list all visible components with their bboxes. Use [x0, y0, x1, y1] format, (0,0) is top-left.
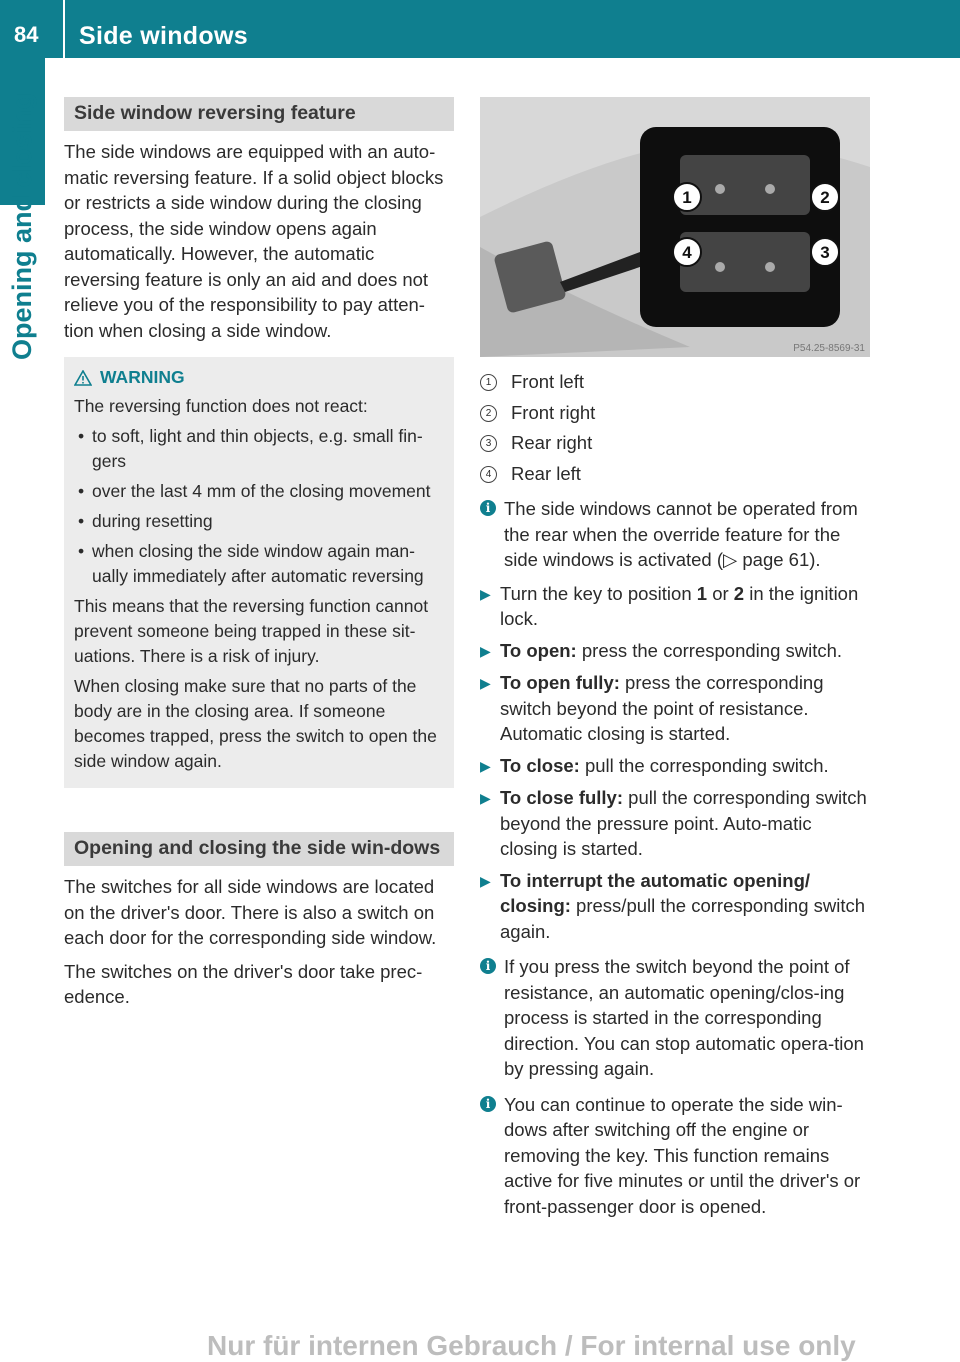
legend-label: Rear right — [511, 432, 593, 453]
step-text: To close fully: pull the corresponding switch beyond the pressure point. Auto-matic closing is started. — [500, 787, 867, 859]
info-note — [480, 954, 870, 1082]
switches-paragraph: The switches for all side windows are located on the driver's door. There is also a switch on each door for the corresponding side window. — [64, 876, 437, 948]
footer-watermark: Nur für internen Gebrauch / For internal use only — [207, 1330, 856, 1361]
callout-4: 4 — [682, 243, 692, 262]
warning-bullet: • during resetting — [74, 509, 444, 534]
instruction-step — [480, 638, 870, 665]
instruction-step — [480, 753, 870, 780]
warning-bullet: • over the last 4 mm of the closing movement — [74, 479, 444, 504]
step-text: To open: press the corresponding switch. — [500, 639, 843, 661]
page-number: 84 — [14, 22, 39, 47]
info-icon: i — [480, 1096, 496, 1112]
legend-label: Front right — [511, 401, 596, 423]
legend-item — [480, 430, 870, 456]
callout-2: 2 — [820, 188, 830, 207]
info-text: The side windows cannot be operated from the rear when the override feature for the side windows is activated (▷ page 61). — [504, 498, 858, 570]
info-icon: i — [480, 958, 496, 974]
precedence-paragraph: The switches on the driver's door take prec-edence. — [64, 960, 423, 1007]
window-switch-photo — [480, 97, 870, 357]
warning-bullet-list — [74, 424, 444, 589]
warning-intro: The reversing function does not react: — [74, 396, 368, 416]
legend-number-icon: 1 — [480, 374, 497, 391]
step-text: To interrupt the automatic opening/ closing: press/pull the corresponding switch again. — [500, 869, 866, 942]
chapter-label: Opening and closing — [7, 92, 37, 360]
step-text: To close: pull the corresponding switch. — [500, 754, 829, 776]
step-text: Turn the key to position 1 or 2 in the ignition lock. — [500, 582, 859, 629]
info-note — [480, 1092, 870, 1220]
arrow-icon: ▶ — [480, 790, 491, 806]
section-heading-reversing: Side window reversing feature — [64, 97, 454, 131]
legend-number-icon: 3 — [480, 435, 497, 452]
left-column — [64, 97, 454, 1018]
legend-label: Rear left — [511, 462, 581, 484]
section-heading-opening-closing: Opening and closing the side win-dows — [64, 832, 454, 866]
callout-3: 3 — [820, 243, 830, 262]
arrow-icon: ▶ — [480, 585, 491, 602]
legend-item — [480, 369, 870, 395]
legend-number-icon: 4 — [480, 466, 497, 483]
header-divider — [63, 0, 65, 58]
page-title: Side windows — [79, 22, 248, 50]
legend-number-icon: 2 — [480, 405, 497, 422]
callout-1: 1 — [682, 188, 692, 207]
step-text: To open fully: press the corresponding switch beyond the point of resistance. Automatic closing is started. — [500, 672, 824, 744]
legend-label: Front left — [511, 371, 584, 392]
info-note — [480, 496, 870, 573]
warning-triangle-icon — [74, 370, 92, 386]
warning-bullet: • when closing the side window again man-ually immediately after automatic reversing — [74, 539, 444, 589]
arrow-icon: ▶ — [480, 675, 491, 691]
legend-item — [480, 400, 870, 426]
arrow-icon: ▶ — [480, 872, 491, 889]
page-header — [0, 0, 960, 58]
reversing-paragraph: The side windows are equipped with an auto-matic reversing feature. If a solid object blocks or restricts a side window during the closing process, the side window opens again automatically. However, the automatic reversing feature is only an aid and does not relieve you of the responsibility to pay atten-tion when closing a side window. — [64, 141, 444, 341]
warning-bullet: • to soft, light and thin objects, e.g. small fin-gers — [74, 424, 444, 474]
arrow-icon: ▶ — [480, 642, 491, 659]
warning-heading — [74, 365, 444, 390]
image-code: P54.25-8569-31 — [793, 343, 865, 354]
warning-box — [64, 357, 454, 788]
warning-paragraph: This means that the reversing function cannot prevent someone being trapped in these sit-uations. There is a risk of injury. — [74, 596, 429, 666]
instruction-step — [480, 868, 870, 945]
instruction-step — [480, 670, 870, 747]
legend-item — [480, 461, 870, 487]
right-column — [480, 97, 870, 1227]
arrow-icon: ▶ — [480, 757, 491, 774]
info-text: If you press the switch beyond the point of resistance, an automatic opening/clos-ing process is started in the corresponding direction. You can stop automatic opera-tion by pressing again. — [504, 956, 864, 1079]
instruction-step — [480, 581, 870, 632]
warning-paragraph: When closing make sure that no parts of the body are in the closing area. If someone becomes trapped, press the switch to open the side window again. — [74, 676, 437, 771]
info-text: You can continue to operate the side win-dows after switching off the engine or removing the key. This function remains active for five minutes or until the driver's or front-passenger door is opened. — [504, 1093, 861, 1217]
instruction-step — [480, 785, 870, 862]
info-icon: i — [480, 500, 496, 516]
warning-title: WARNING — [100, 367, 185, 387]
